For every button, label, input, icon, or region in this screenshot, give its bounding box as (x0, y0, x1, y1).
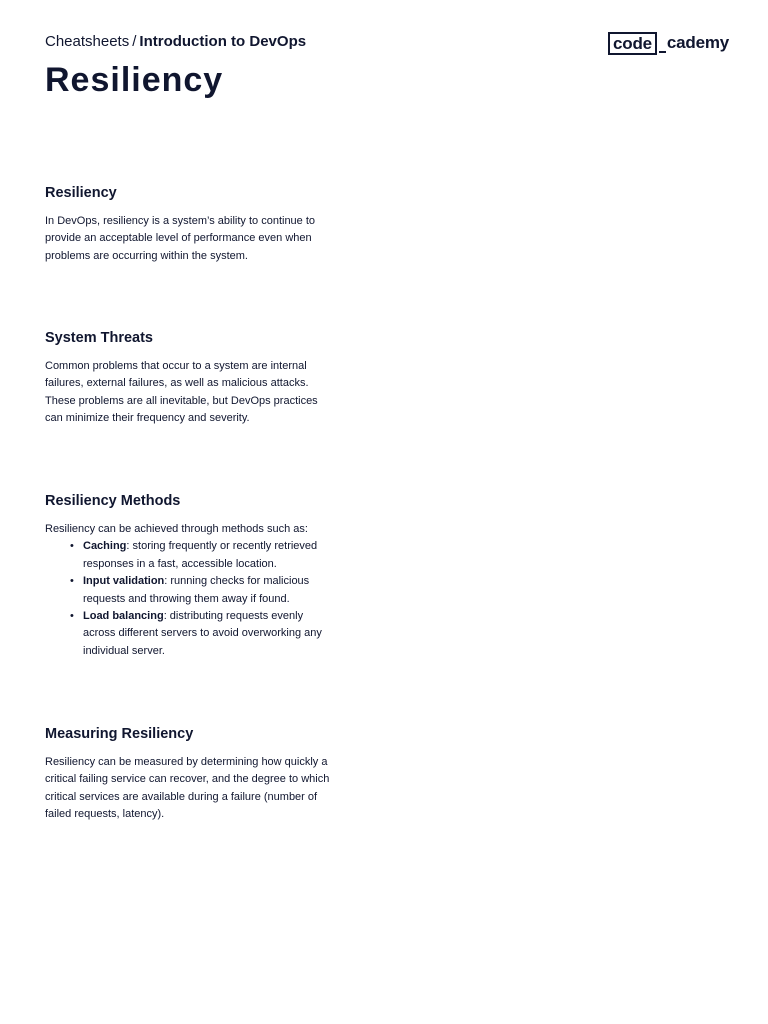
list-item (83, 538, 335, 573)
section-resiliency-methods (45, 491, 335, 660)
section-measuring-resiliency (45, 724, 335, 824)
logo-cademy: cademy (666, 33, 730, 52)
list-item-text: : distributing requests evenly across different servers to avoid overworking any individual server. (83, 610, 322, 657)
logo-underscore (659, 51, 666, 53)
section-body: Resiliency can be measured by determining how quickly a critical failing service can recover, and the degree to which critical services are available during a failure (number of failed requests, latency). (45, 756, 330, 821)
list-item-text: : running checks for malicious requests and throwing them away if found. (83, 575, 310, 605)
list-item-text: : storing frequently or recently retrieved responses in a fast, accessible location. (83, 540, 318, 570)
section-system-threats (45, 328, 335, 428)
page-title: Resiliency (45, 61, 224, 99)
section-body: Common problems that occur to a system are internal failures, external failures, as well as malicious attacks. These problems are all inevitable, but DevOps practices can minimize their frequency and severity. (45, 360, 318, 425)
section-body: In DevOps, resiliency is a system’s ability to continue to provide an acceptable level of performance even when problems are occurring within the system. (45, 215, 316, 262)
list-item-term: Input validation (83, 575, 165, 588)
section-resiliency (45, 183, 335, 265)
list-item (83, 573, 335, 608)
list-item-term: Caching (83, 540, 127, 553)
section-heading: System Threats (45, 330, 153, 346)
logo-code: code (608, 32, 657, 55)
list-item-term: Load balancing (83, 610, 164, 623)
breadcrumb-link-cheatsheets[interactable]: Cheatsheets (45, 33, 130, 50)
breadcrumb (45, 33, 306, 51)
section-heading: Resiliency Methods (45, 493, 181, 509)
section-intro: Resiliency can be achieved through methods such as: (45, 523, 308, 535)
breadcrumb-separator: / (132, 33, 137, 50)
section-heading: Resiliency (45, 185, 117, 201)
section-heading: Measuring Resiliency (45, 726, 194, 742)
list-item (83, 608, 335, 660)
breadcrumb-current[interactable]: Introduction to DevOps (139, 33, 307, 50)
codecademy-logo[interactable] (608, 31, 729, 55)
methods-list (45, 538, 335, 660)
